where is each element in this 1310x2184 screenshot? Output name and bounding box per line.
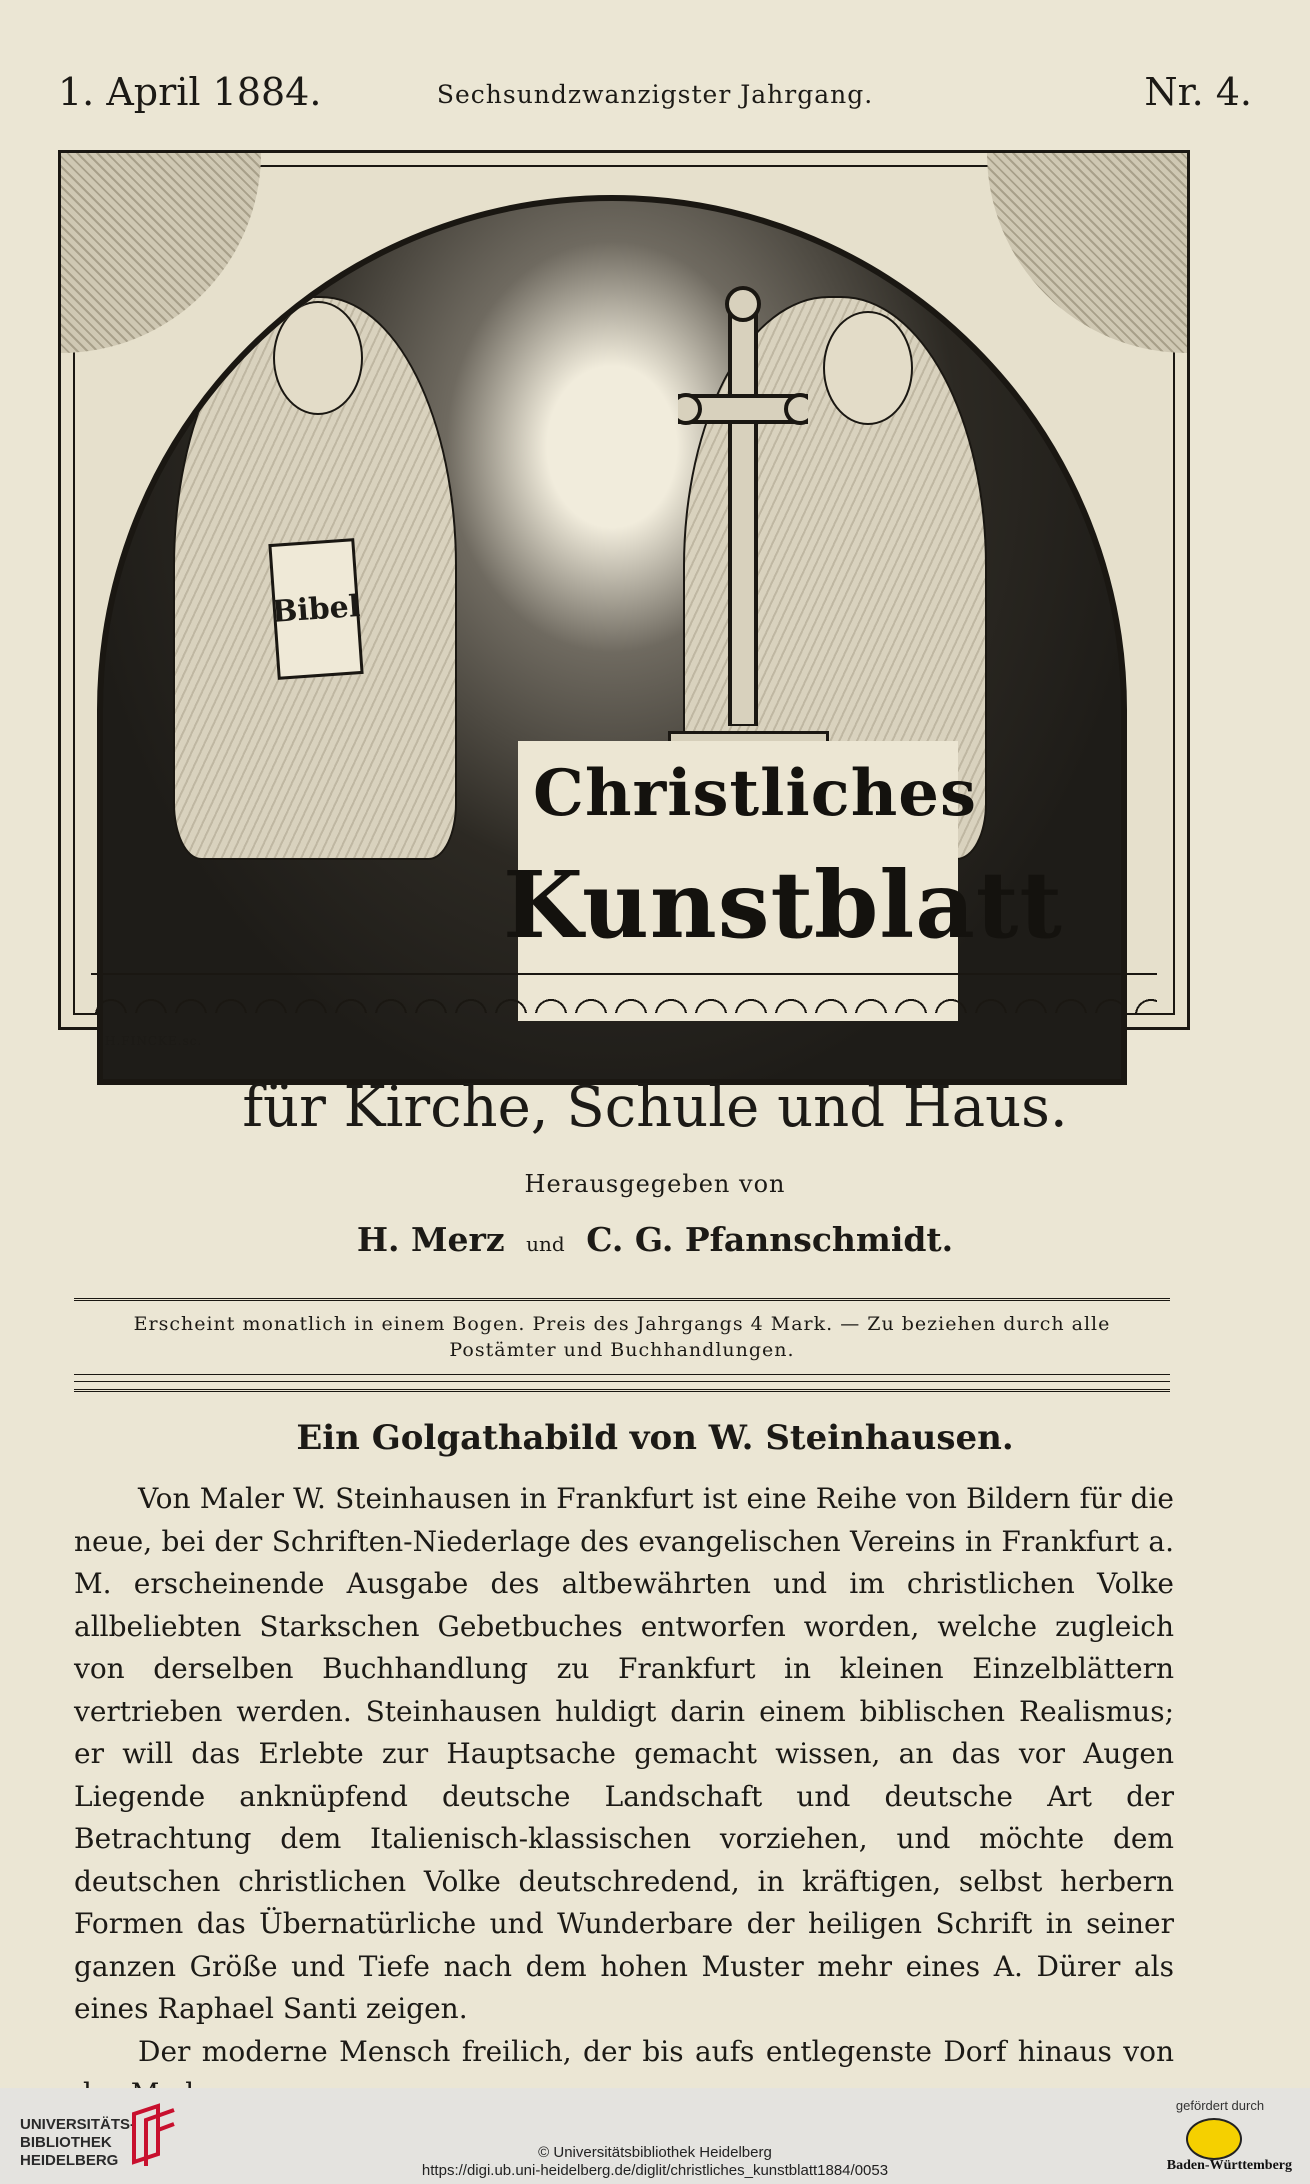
permalink-url[interactable]: https://digi.ub.uni-heidelberg.de/diglit/christliches_kunstblatt1884/0053: [421, 2162, 889, 2179]
library-name-line: BIBLIOTHEK: [20, 2134, 112, 2151]
editor-pfannschmidt: C. G. Pfannschmidt.: [586, 1220, 954, 1259]
issue-date: 1. April 1884.: [58, 70, 322, 114]
volume-label: Sechsundzwanzigster Jahrgang.: [436, 80, 874, 109]
cross-icon: [678, 286, 808, 726]
bible-book: Bibel: [268, 538, 363, 680]
issue-number: Nr. 4.: [1144, 70, 1252, 114]
ornamental-border: [91, 973, 1157, 1013]
engraver-signature: H.FINCKE.sc.: [105, 1034, 203, 1048]
article-paragraph: Von Maler W. Steinhausen in Frankfurt ist eine Reihe von Bildern für die neue, bei der Schriften-Niederlage des evangelischen Vereins in Frankfurt a. M. erscheinende Ausgabe des altbewährten und im christlichen Volke allbeliebten Starkschen Gebetbuches entworfen worden, welche zugleich von derselben Buchhandlung zu Frankfurt in kleinen Einzelblättern vertrieben werden. Steinhausen huldigt darin einem biblischen Realismus; er will das Erlebte zur Hauptsache gemacht wissen, an das vor Augen Liegende anknüpfend deutsche Landschaft und deutsche Art der Betrachtung dem Italienisch-klassischen vorziehen, und möchte dem deutschen christlichen Volke deutschredend, in kräftigen, selbst herbern Formen das Übernatürliche und Wunderbare der heiligen Schrift in seiner ganzen Größe und Tiefe nach dem hohen Muster mehr eines A. Dürer als eines Raphael Santi zeigen.: [74, 1482, 1174, 2025]
masthead-title-line2: Kunstblatt: [503, 851, 1063, 959]
figure-right-head: [823, 311, 913, 425]
article-body: [74, 1478, 1174, 2116]
article-paragraph: Der moderne Mensch freilich, der bis aufs entlegenste Dorf hinaus von: [138, 2034, 1174, 2068]
baden-wuerttemberg-emblem-icon: [1186, 2118, 1242, 2160]
copyright-text: © Universitätsbibliothek Heidelberg: [538, 2144, 772, 2161]
funder-name[interactable]: Baden-Württemberg: [1166, 2158, 1292, 2173]
page-header: [58, 70, 1252, 130]
masthead-subtitle: für Kirche, Schule und Haus.: [242, 1075, 1068, 1140]
editors-line: [0, 1220, 1310, 1259]
library-name-line: HEIDELBERG: [20, 2152, 119, 2169]
editors-conjunction: und: [526, 1232, 565, 1256]
article-title: Ein Golgathabild von W. Steinhausen.: [296, 1418, 1014, 1458]
funded-by-label: gefördert durch: [1175, 2098, 1265, 2113]
masthead-title-line1: Christliches: [533, 756, 977, 831]
title-illustration: [58, 150, 1190, 1030]
editors-label: Herausgegeben von: [524, 1170, 786, 1198]
divider-rule: [74, 1374, 1170, 1382]
library-name-line: UNIVERSITÄTS-: [20, 2116, 136, 2133]
figure-left-head: [273, 301, 363, 415]
editor-merz: H. Merz: [356, 1220, 505, 1259]
subscription-notice: Erscheint monatlich in einem Bogen. Preis des Jahrgangs 4 Mark. — Zu beziehen durch alle Postämter und Buchhandlungen.: [133, 1313, 1111, 1361]
viewer-footer: [0, 2088, 1310, 2184]
